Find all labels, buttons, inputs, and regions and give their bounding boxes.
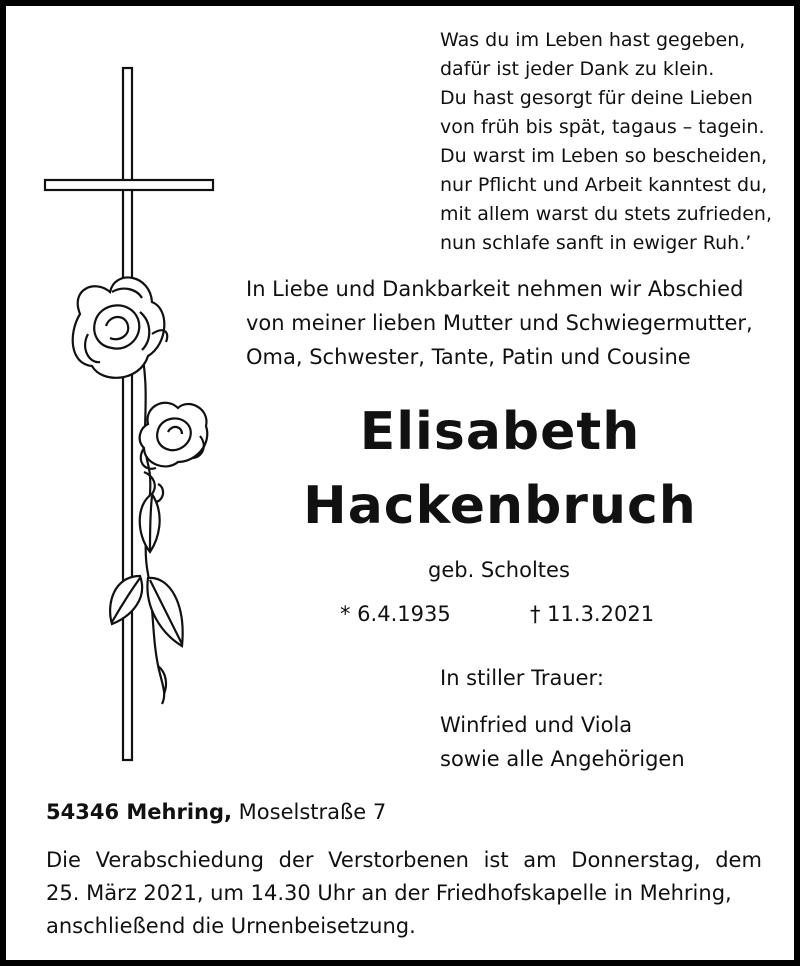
mourner-line: Winfried und Viola <box>440 713 633 737</box>
family-address <box>46 800 386 824</box>
service-line: anschließend die Urnenbeisetzung. <box>46 914 416 938</box>
poem-line: Was du im Leben hast gegeben, <box>440 29 746 51</box>
service-word: Verstorbenen <box>328 848 469 872</box>
intro-line: Oma, Schwester, Tante, Patin und Cousine <box>246 345 691 369</box>
birth-name: geb. Scholtes <box>428 558 570 582</box>
deceased-first-name: Elisabeth <box>359 402 641 462</box>
address-city: 54346 Mehring, <box>46 800 232 824</box>
poem-line: Du warst im Leben so bescheiden, <box>440 145 768 167</box>
lower-rose <box>140 403 208 469</box>
address-street: Moselstraße 7 <box>238 800 387 824</box>
service-word: Die <box>46 848 81 872</box>
birth-date: * 6.4.1935 <box>340 602 451 626</box>
mourners-list <box>440 708 685 776</box>
poem-line: mit allem warst du stets zufrieden, <box>440 203 772 225</box>
mourning-heading: In stiller Trauer: <box>440 666 604 690</box>
upper-rose <box>73 277 168 377</box>
poem-line: nur Pflicht und Arbeit kanntest du, <box>440 174 768 196</box>
service-word: dem <box>715 848 762 872</box>
service-line: 25. März 2021, um 14.30 Uhr an der Friedhofskapelle in Mehring, <box>46 881 732 905</box>
funeral-service-notice <box>46 844 762 943</box>
service-line <box>46 844 762 877</box>
death-date: † 11.3.2021 <box>530 602 655 626</box>
poem-line: von früh bis spät, tagaus – tagein. <box>440 116 765 138</box>
leaves <box>110 472 183 694</box>
cross-with-roses-illustration <box>40 64 220 774</box>
farewell-intro <box>246 272 786 374</box>
cross-horizontal-beam <box>45 180 213 190</box>
intro-line: von meiner lieben Mutter und Schwiegermutter, <box>246 311 753 335</box>
mourner-line: sowie alle Angehörigen <box>440 747 685 771</box>
cross-vertical-beam <box>123 68 132 760</box>
poem-verse <box>440 26 770 258</box>
deceased-last-name: Hackenbruch <box>303 476 697 536</box>
service-word: am <box>523 848 557 872</box>
service-word: ist <box>483 848 509 872</box>
service-word: Verabschiedung <box>95 848 264 872</box>
poem-line: Du hast gesorgt für deine Lieben <box>440 87 753 109</box>
service-word: der <box>278 848 314 872</box>
intro-line: In Liebe und Dankbarkeit nehmen wir Abschied <box>246 277 744 301</box>
service-word: Donnerstag, <box>571 848 701 872</box>
poem-line: dafür ist jeder Dank zu klein. <box>440 58 715 80</box>
poem-line: nun schlafe sanft in ewiger Ruh.’ <box>440 232 752 254</box>
